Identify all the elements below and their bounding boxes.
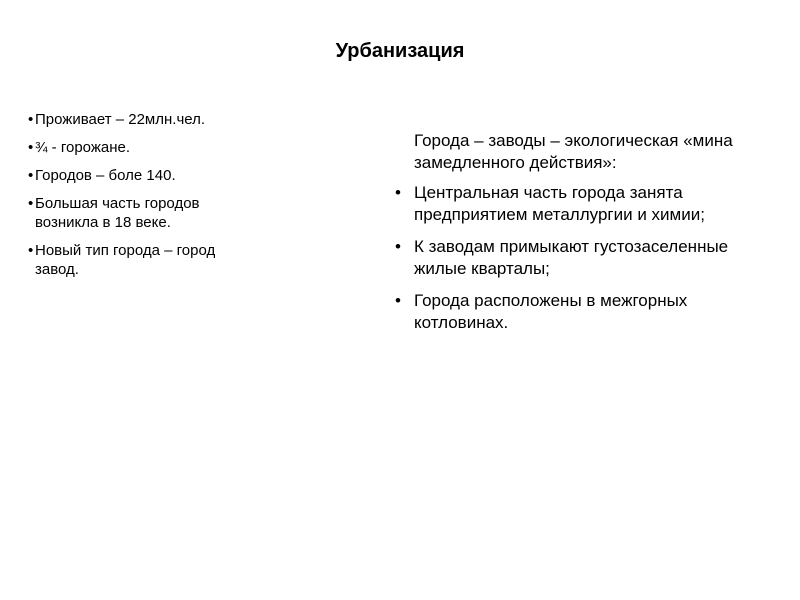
list-item-text: К заводам примыкают густозаселенные жилые кварталы; <box>414 237 729 278</box>
list-item <box>28 138 258 157</box>
list-item <box>28 110 258 129</box>
list-item <box>28 166 258 185</box>
list-item <box>28 194 258 232</box>
slide-title: Урбанизация <box>335 40 465 62</box>
bullet-icon: • <box>28 167 34 184</box>
right-bullet-list <box>395 182 755 334</box>
list-item-text: ¾ - горожане. <box>35 139 131 156</box>
bullet-icon: • <box>28 242 34 259</box>
list-item-text: Большая часть городов возникла в 18 веке. <box>35 195 200 231</box>
list-item-text: Новый тип города – город завод. <box>35 242 216 278</box>
bullet-icon: • <box>28 139 34 156</box>
bullet-icon: • <box>395 183 401 202</box>
list-item <box>395 290 755 334</box>
bullet-icon: • <box>395 237 401 256</box>
left-bullet-list <box>28 110 258 279</box>
left-column <box>28 110 258 288</box>
list-item <box>395 236 755 280</box>
right-column <box>395 130 755 344</box>
list-item-text: Центральная часть города занята предприятием металлургии и химии; <box>414 183 705 224</box>
list-item-text: Городов – боле 140. <box>35 167 176 184</box>
bullet-icon: • <box>28 195 34 212</box>
list-item-text: Города расположены в межгорных котловинах. <box>414 291 688 332</box>
right-intro-text: Города – заводы – экологическая «мина замедленного действия»: <box>414 131 733 172</box>
list-item-text: Проживает – 22млн.чел. <box>35 111 206 128</box>
bullet-icon: • <box>395 291 401 310</box>
list-item <box>395 182 755 226</box>
list-item <box>28 241 258 279</box>
bullet-icon: • <box>28 111 34 128</box>
